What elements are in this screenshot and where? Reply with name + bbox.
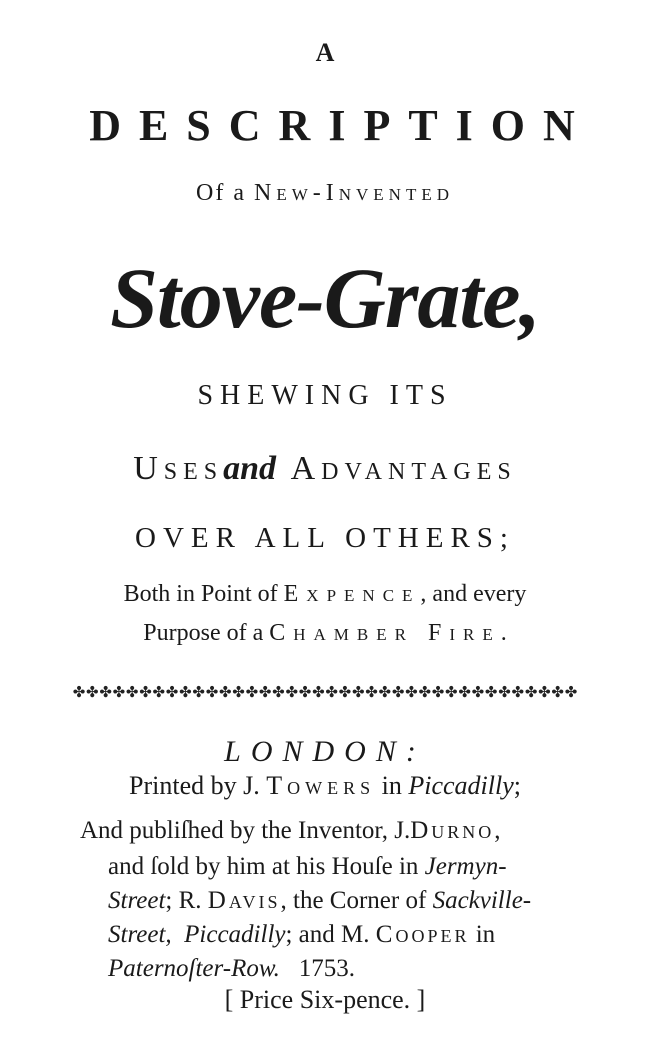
advantages-word: Advantages	[290, 450, 517, 487]
street-word-2: Street,	[108, 921, 172, 948]
publication-year: 1753.	[298, 955, 355, 982]
uses-word: Uses	[133, 450, 224, 487]
title-subject: Stove-Grate,	[110, 250, 540, 346]
title-main: DESCRIPTION	[89, 101, 593, 150]
imprint-city: LONDON:	[224, 735, 426, 768]
fleuron-icon: ✤	[232, 685, 245, 701]
fleuron-icon: ✤	[524, 685, 538, 701]
fleuron-icon: ✤	[511, 685, 525, 701]
publisher-line-1	[80, 817, 501, 845]
ornament-divider	[0, 683, 650, 702]
seller-2-prefix: ; R.	[165, 887, 202, 914]
piccadilly-word: Piccadilly	[184, 921, 286, 948]
seller-2-name: Davis	[207, 887, 281, 914]
chamber-fire-word: Chamber Fire	[269, 620, 501, 646]
expence-suffix: , and every	[420, 581, 527, 607]
printer-in: in	[381, 771, 402, 800]
fleuron-icon: ✤	[325, 685, 338, 701]
publisher-prefix: And publiſhed by the Inventor, J.	[80, 817, 411, 844]
publisher-line-2	[108, 853, 507, 881]
purpose-prefix: Purpose of a	[143, 620, 264, 646]
publisher-line-4	[108, 921, 495, 949]
corner-of-text: , the Corner of	[280, 887, 427, 914]
expence-word: Expence	[283, 581, 421, 607]
paternoster-row: Paternoſter-Row.	[108, 955, 280, 982]
fleuron-icon: ✤	[471, 685, 485, 701]
fleuron-icon: ✤	[285, 685, 299, 701]
title-of: Of a	[196, 180, 246, 206]
fleuron-icon: ✤	[564, 685, 578, 701]
fleuron-icon: ✤	[99, 685, 112, 701]
fleuron-icon: ✤	[245, 685, 259, 701]
publisher-line-3	[108, 887, 531, 915]
sackville-street: Sackville-	[432, 887, 532, 914]
and-word: and	[223, 450, 277, 487]
fleuron-icon: ✤	[351, 685, 365, 701]
fleuron-icon: ✤	[179, 685, 192, 701]
expence-line	[0, 581, 650, 608]
fleuron-icon: ✤	[218, 685, 232, 701]
fleuron-icon: ✤	[458, 685, 471, 701]
fleuron-icon: ✤	[125, 685, 139, 701]
fleuron-icon: ✤	[365, 685, 378, 701]
fleuron-icon: ✤	[338, 685, 352, 701]
publisher-line-4-end: in	[475, 921, 496, 948]
printer-line	[0, 771, 650, 801]
fleuron-icon: ✤	[258, 685, 272, 701]
printer-name: Towers	[266, 771, 376, 800]
fleuron-icon: ✤	[378, 685, 392, 701]
fleuron-icon: ✤	[551, 685, 564, 701]
purpose-suffix: .	[500, 620, 507, 646]
title-new-invented: New-Invented	[253, 180, 454, 206]
publisher-line-5	[108, 955, 355, 983]
fleuron-icon: ✤	[86, 685, 99, 701]
fleuron-icon: ✤	[165, 685, 179, 701]
fleuron-icon: ✤	[139, 685, 152, 701]
sold-by-text: and ſold by him at his Houſe in	[108, 853, 419, 880]
jermyn-street: Jermyn-	[424, 853, 507, 880]
inventor-name: Durno	[410, 817, 495, 844]
purpose-line	[0, 620, 650, 647]
fleuron-icon: ✤	[391, 685, 405, 701]
price-line: [ Price Six-pence. ]	[224, 985, 426, 1014]
shewing-line: SHEWING ITS	[197, 380, 453, 411]
fleuron-icon: ✤	[431, 685, 445, 701]
fleuron-icon: ✤	[298, 685, 312, 701]
expence-prefix: Both in Point of	[123, 581, 278, 607]
uses-advantages-line	[0, 450, 650, 488]
fleuron-icon: ✤	[192, 685, 205, 701]
fleuron-icon: ✤	[152, 685, 166, 701]
title-subtitle	[0, 180, 650, 207]
fleuron-icon: ✤	[72, 685, 86, 701]
fleuron-icon: ✤	[272, 685, 285, 701]
title-article: A	[315, 38, 335, 67]
fleuron-icon: ✤	[205, 685, 219, 701]
fleuron-icon: ✤	[538, 685, 551, 701]
fleuron-icon: ✤	[112, 685, 126, 701]
fleuron-icon: ✤	[498, 685, 511, 701]
printer-end: ;	[513, 771, 521, 800]
fleuron-icon: ✤	[484, 685, 498, 701]
fleuron-icon: ✤	[418, 685, 432, 701]
fleuron-icon: ✤	[312, 685, 325, 701]
street-word: Street	[108, 887, 166, 914]
fleuron-icon: ✤	[445, 685, 458, 701]
seller-3-prefix: ; and M.	[285, 921, 370, 948]
over-all-line: OVER ALL OTHERS;	[135, 522, 515, 554]
printer-place: Piccadilly	[408, 771, 514, 800]
printer-prefix: Printed by J.	[129, 771, 260, 800]
fleuron-icon: ✤	[405, 685, 418, 701]
publisher-line-1-end: ,	[494, 817, 501, 844]
seller-3-name: Cooper	[375, 921, 470, 948]
